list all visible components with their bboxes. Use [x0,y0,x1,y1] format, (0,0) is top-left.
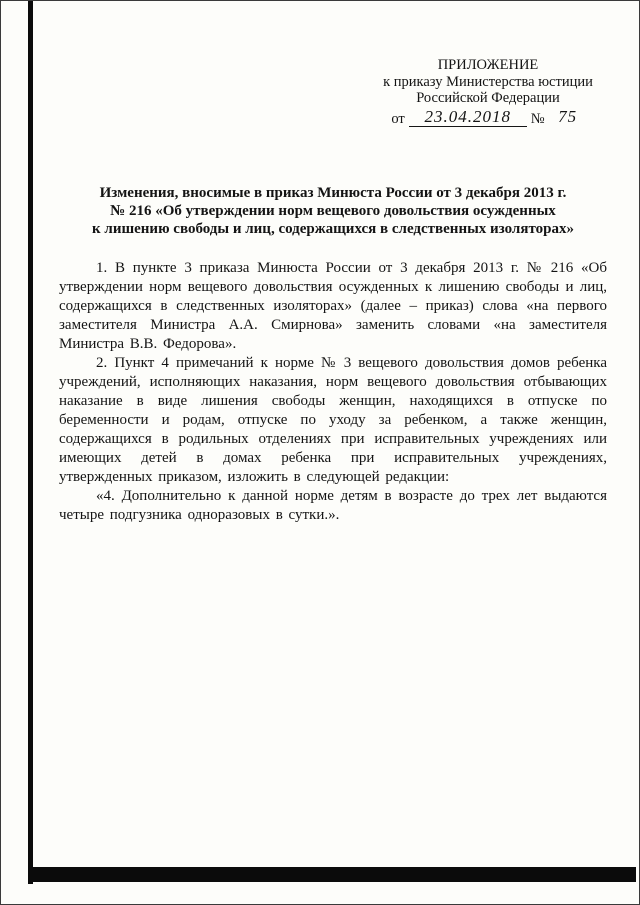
appendix-label: ПРИЛОЖЕНИЕ [437,57,539,73]
date-from-label: от [391,110,405,127]
paragraph-2: 2. Пункт 4 примечаний к норме № 3 вещевого довольствия домов ребенка учреждений, исполняющих наказания, норм вещевого довольствия отбывающих наказание в виде лишения свободы женщин, находящихся в отпуске по беременности и родам, отпуске по уходу за ребенком, а также женщин, содержащихся в родильных отделениях при исправительных учреждениях или имеющих детей в домах ребенка при исправительных учреждениях, утвержденных приказом, изложить в следующей редакции: [59,355,607,485]
title-line-3: к лишению свободы и лиц, содержащихся в следственных изоляторах» [92,221,574,237]
handwritten-number: 75 [558,106,578,126]
paragraph-3: «4. Дополнительно к данной норме детям в возрасте до трех лет выдаются четыре подгузника одноразовых в сутки.». [59,488,607,523]
document-content [1,1,639,525]
title-line-1: Изменения, вносимые в приказ Минюста России от 3 декабря 2013 г. [99,185,567,201]
document-title [59,184,607,238]
paragraph-1: 1. В пункте 3 приказа Минюста России от 3 декабря 2013 г. № 216 «Об утверждении норм вещевого довольствия осужденных к лишению свободы и лиц, содержащихся в следственных изоляторах» (далее – приказ) слова «на первого заместителя Министра А.А. Смирнова» заменить словами «на заместителя Министра В.В. Федорова». [59,260,607,352]
number-sign-label: № [530,110,545,127]
document-body [59,259,607,525]
header-federation-line: Российской Федерации [416,90,560,106]
title-line-2: № 216 «Об утверждении норм вещевого довольствия осужденных [110,203,556,219]
order-date-line [369,106,607,129]
scan-artifact-bottom-bar [28,867,636,882]
header-ministry-line: к приказу Министерства юстиции [383,73,593,90]
appendix-header [369,57,607,128]
handwritten-date: 23.04.2018 [409,109,527,128]
